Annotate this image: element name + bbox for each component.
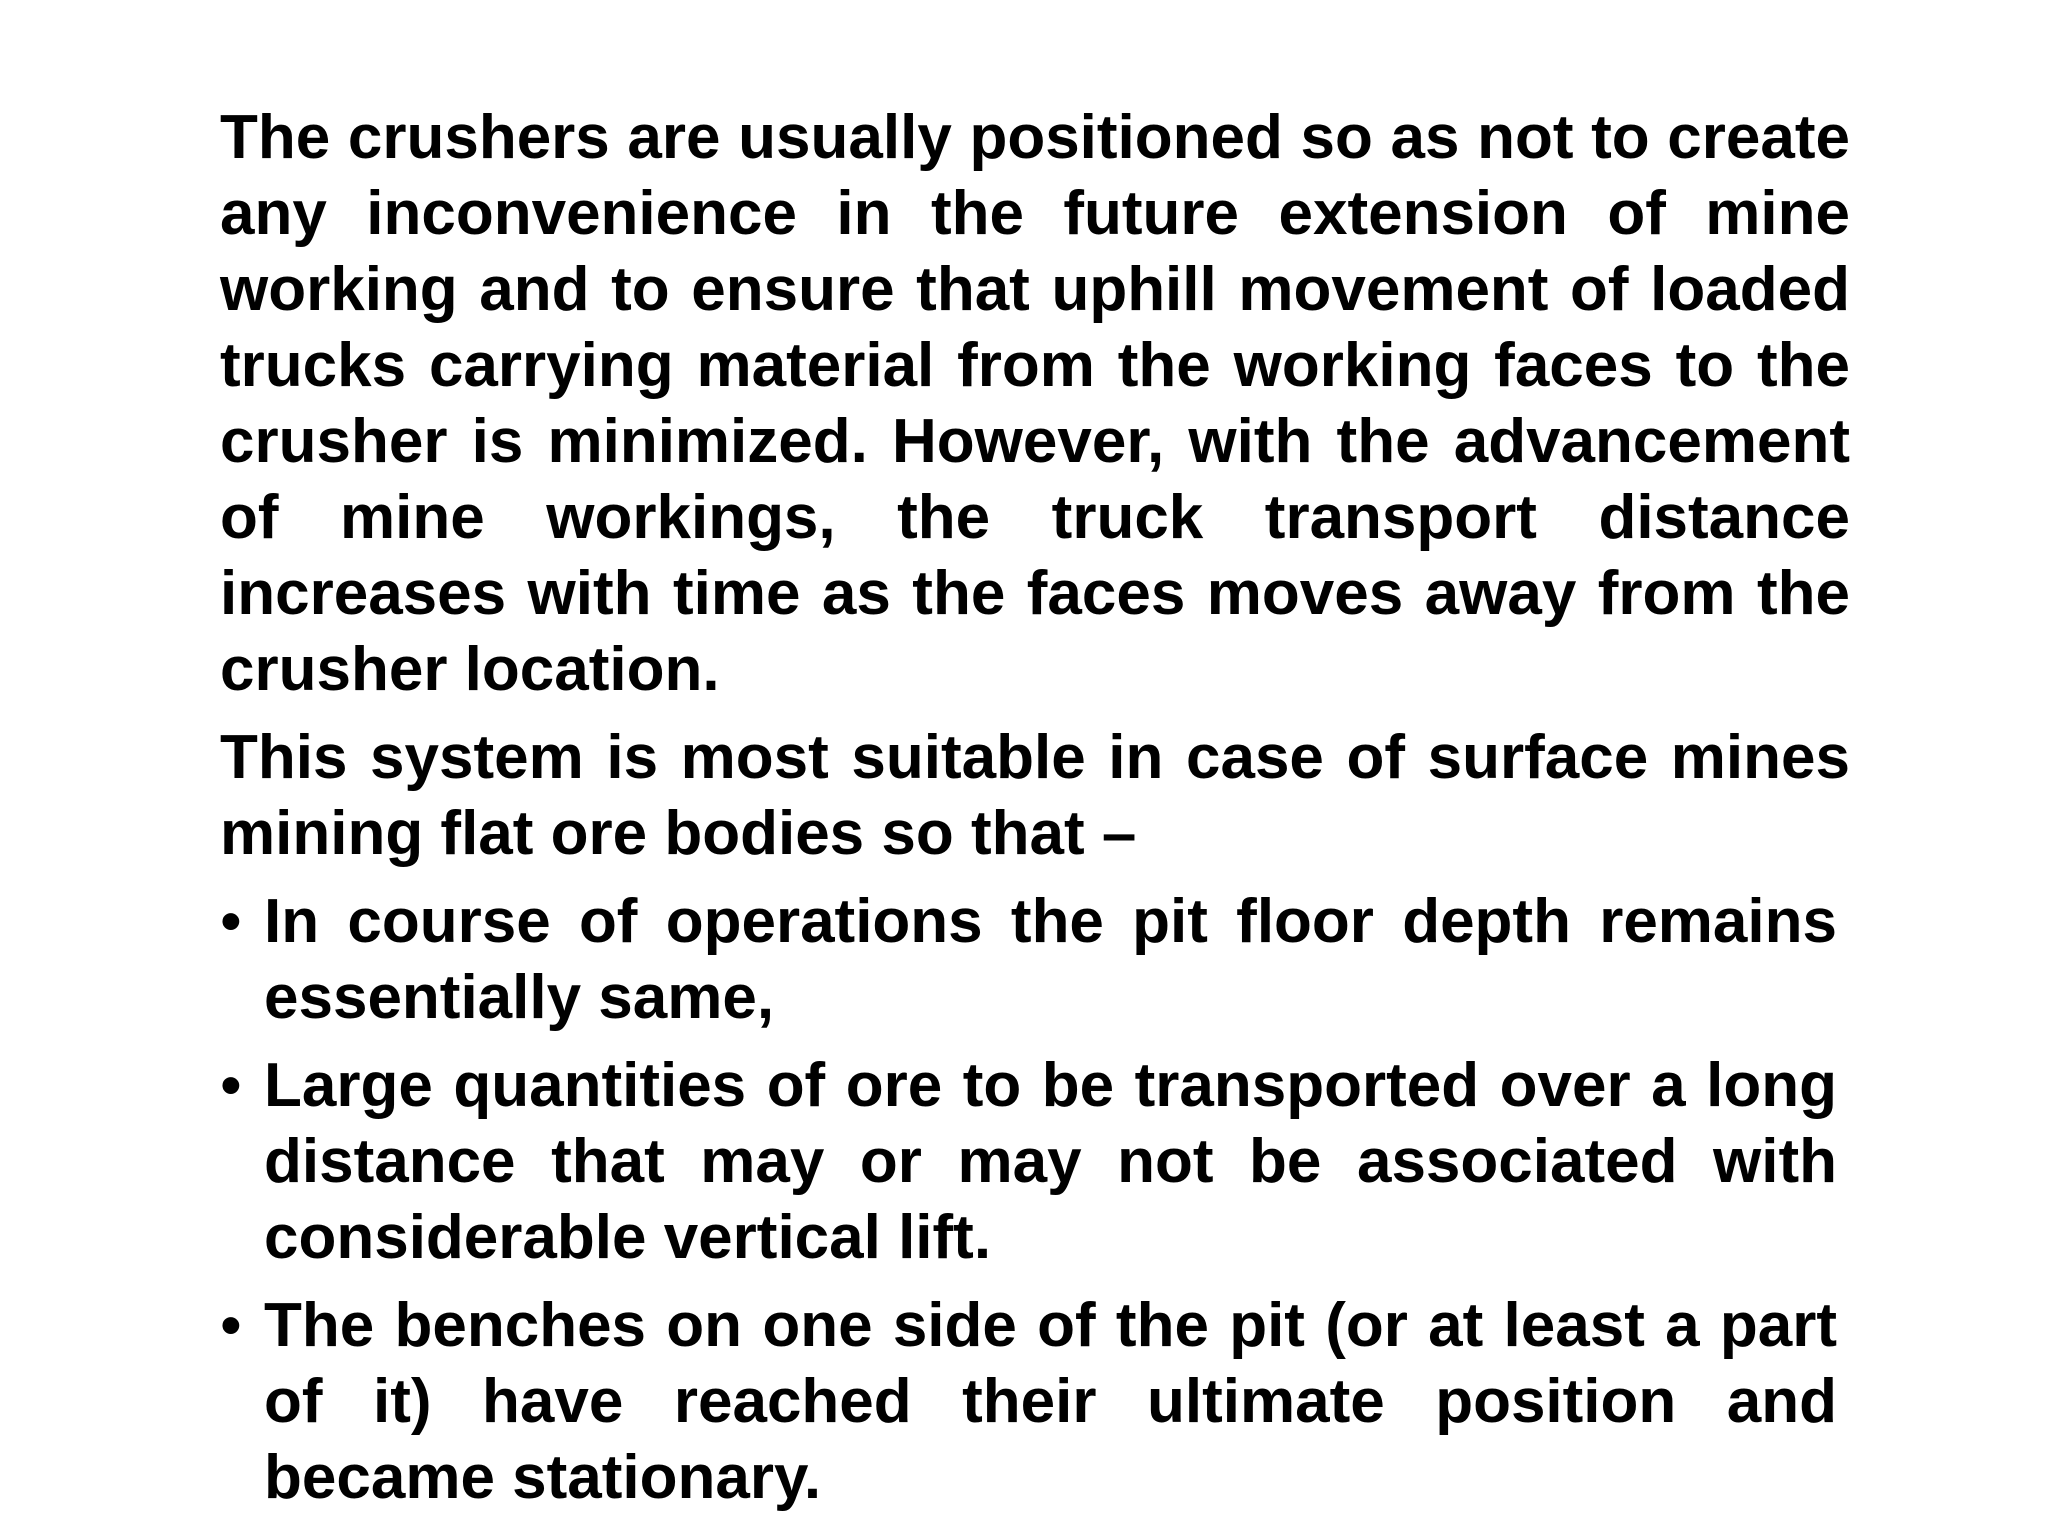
bullet-icon: • <box>220 887 242 956</box>
list-item-text: The benches on one side of the pit (or at least a part of it) have reached their ultimate position and became stationary. <box>264 1291 1837 1512</box>
bullet-icon: • <box>220 1291 242 1360</box>
bullet-icon: • <box>220 1051 242 1120</box>
paragraph-crusher-positioning: The crushers are usually positioned so as not to create any inconvenience in the future extension of mine working and to ensure that uphill movement of loaded trucks carrying material from the working faces to the crusher is minimized. However, with the advancement of mine workings, the truck transport distance increases with time as the faces moves away from the crusher location. <box>220 103 1850 704</box>
list-item <box>220 1288 1837 1516</box>
list-item <box>220 884 1837 1036</box>
list-item-text: Large quantities of ore to be transported over a long distance that may or may not be associated with considerable vertical lift. <box>264 1051 1837 1272</box>
slide-content <box>220 100 1850 1516</box>
condition-list <box>220 884 1837 1516</box>
list-item-text: In course of operations the pit floor depth remains essentially same, <box>264 887 1837 1032</box>
list-item <box>220 1048 1837 1276</box>
paragraph-system-suitability: This system is most suitable in case of surface mines mining flat ore bodies so that – <box>220 723 1850 868</box>
